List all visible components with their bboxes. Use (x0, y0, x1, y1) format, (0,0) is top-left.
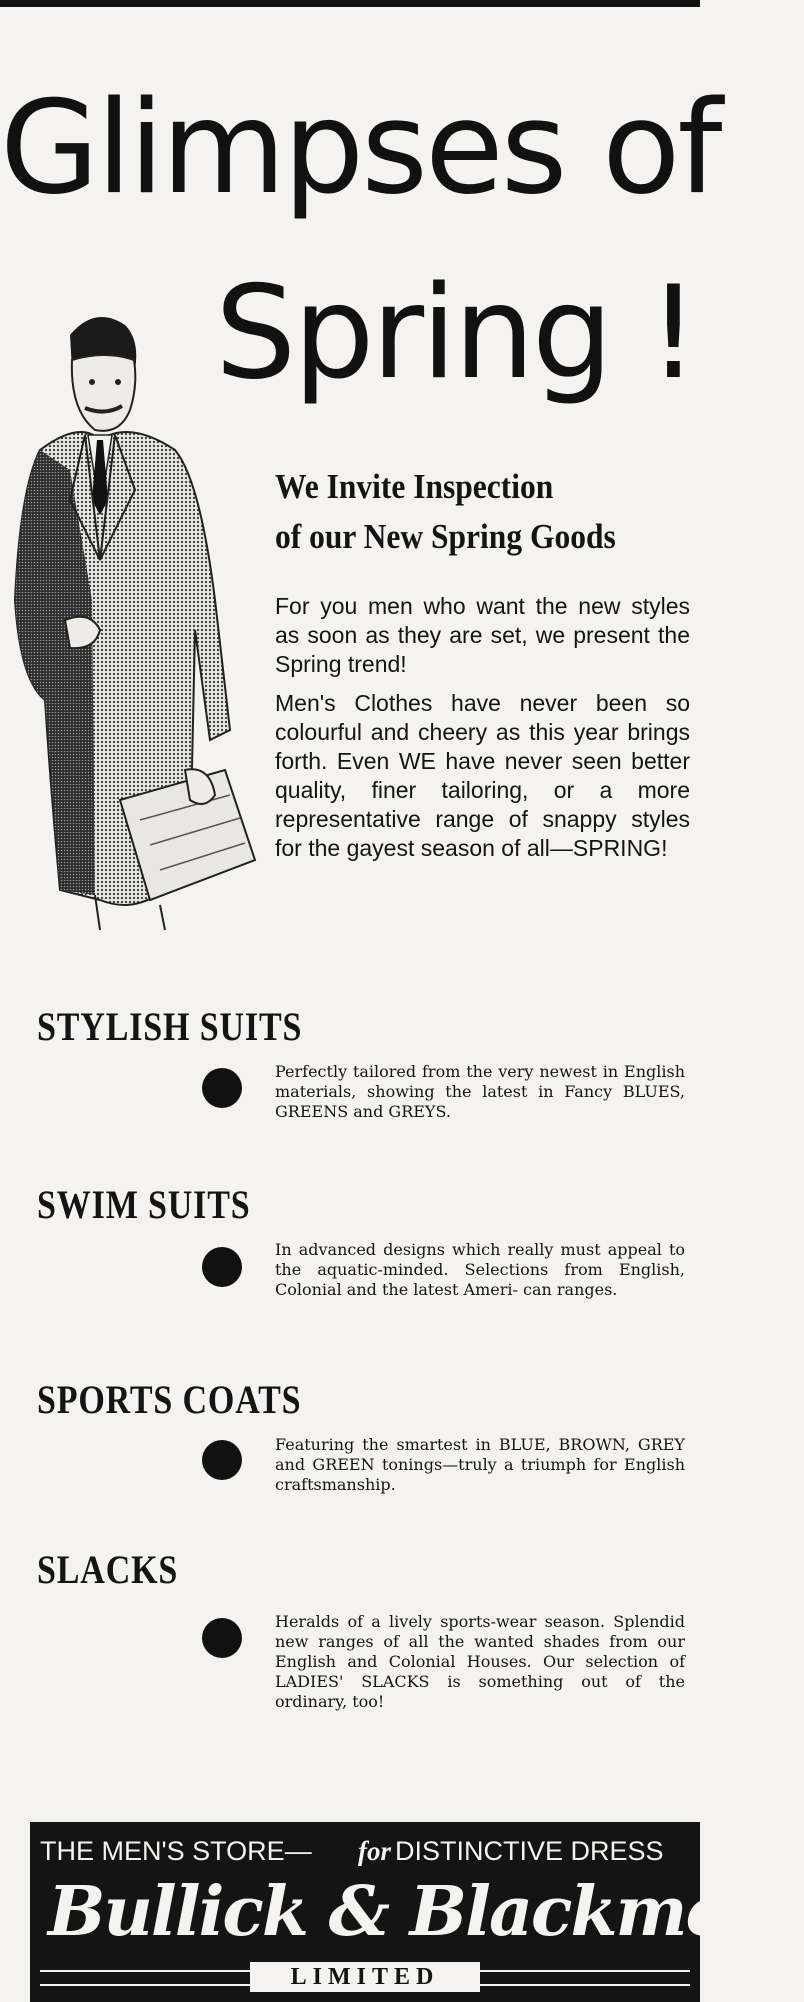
category-desc-slacks: Heralds of a lively sports-wear season. Splendid new ranges of all the wanted shades from our English and Colonial Houses. Our selection of LADIES' SLACKS is something out of the ordinary, too! (275, 1612, 685, 1711)
bullet-dot (202, 1247, 242, 1287)
tagline-left: THE MEN'S STORE— (40, 1836, 312, 1866)
limited-label: LIMITED (250, 1962, 480, 1992)
bullet-dot (202, 1618, 242, 1658)
top-rule (0, 0, 700, 7)
tagline-right: DISTINCTIVE DRESS (395, 1836, 664, 1866)
category-title-sports-coats: SPORTS COATS (37, 1377, 302, 1422)
store-name: Bullick & Blackmore (48, 1872, 804, 1952)
category-desc-swim-suits: In advanced designs which really must appeal to the aquatic-minded. Selections from English, Colonial and the latest Ameri- can ranges. (275, 1240, 685, 1299)
intro-paragraph-1: For you men who want the new styles as soon as they are set, we present the Spring trend! (275, 593, 690, 677)
bullet-dot (202, 1440, 242, 1480)
category-desc-sports-coats: Featuring the smartest in BLUE, BROWN, GREY and GREEN tonings—truly a triumph for English craftsmanship. (275, 1435, 685, 1494)
tagline-for: for (358, 1836, 391, 1866)
intro-text (275, 592, 690, 873)
category-desc-stylish-suits: Perfectly tailored from the very newest in English materials, showing the latest in Fancy BLUES, GREENS and GREYS. (275, 1062, 685, 1121)
bullet-dot (202, 1068, 242, 1108)
invite-line-1: We Invite Inspection (275, 467, 554, 506)
intro-paragraph-2: Men's Clothes have never been so colourful and cheery as this year brings forth. Even WE have never seen better quality, finer tailoring, or a more representative range of snappy styles for the gayest season of all—SPRING! (275, 690, 690, 861)
category-title-slacks: SLACKS (37, 1547, 179, 1592)
man-in-suit-illustration (0, 300, 265, 930)
headline-line-1: Glimpses of (0, 74, 720, 223)
invite-line-2: of our New Spring Goods (275, 517, 616, 556)
category-title-stylish-suits: STYLISH SUITS (37, 1004, 303, 1049)
store-banner (30, 1822, 804, 2002)
invite-heading (275, 462, 653, 562)
headline-line-2: Spring ! (215, 259, 697, 408)
category-title-swim-suits: SWIM SUITS (37, 1182, 251, 1227)
